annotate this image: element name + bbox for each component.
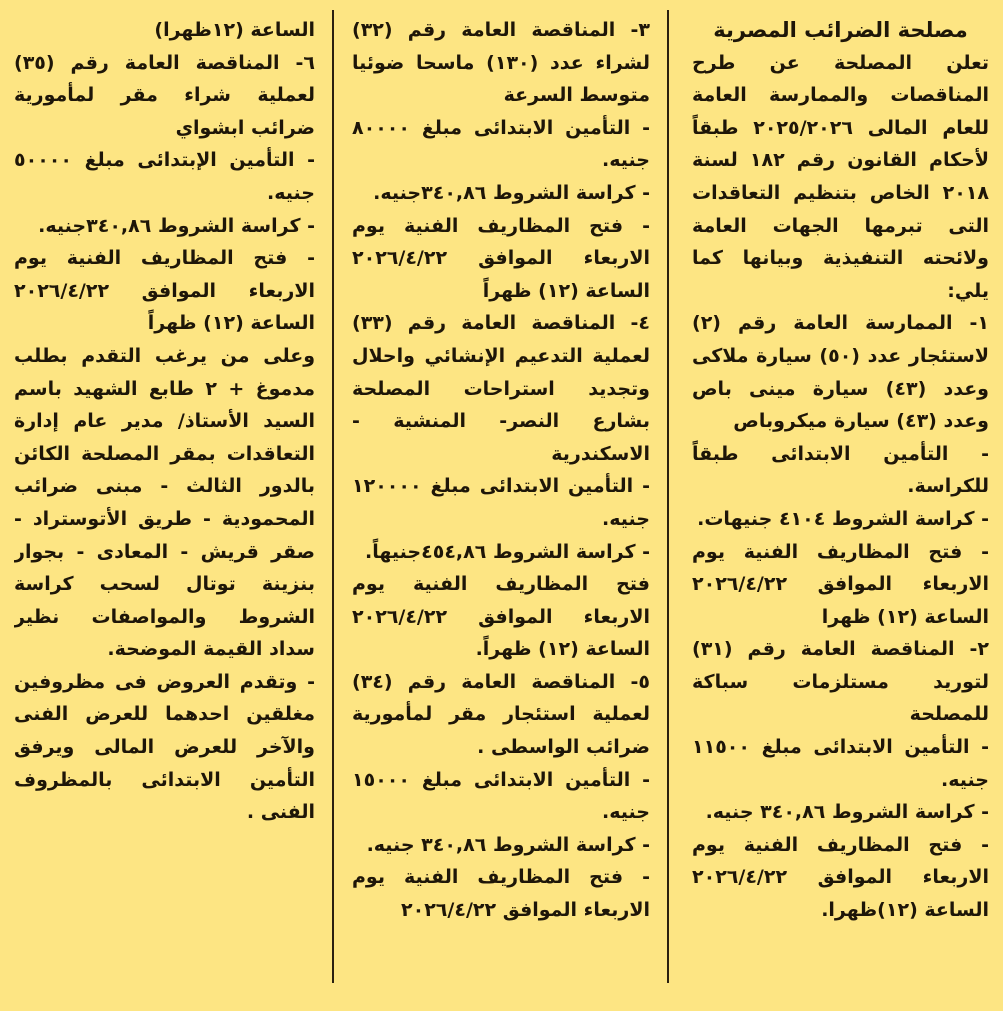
tender-1-heading: ١- الممارسة العامة رقم (٢) لاستئجار عدد (٥٠) سيارة ملاكى وعدد (٤٣) سيارة مينى باص وعدد (٤٣) سيارة ميكروباص [692,312,989,433]
column-left [14,14,315,991]
tender-4-opening-date: فتح المظاريف الفنية يوم الاربعاء الموافق ٢٠٢٦/٤/٢٢ الساعة (١٢) ظهراً. [352,573,650,661]
tender-1-opening-date: - فتح المظاريف الفنية يوم الاربعاء الموافق ٢٠٢٦/٤/٢٢ الساعة (١٢) ظهرا [692,540,989,628]
tender-5-booklet-price: - كراسة الشروط ٣٤٠,٨٦ جنيه. [366,833,650,856]
submission-instructions: - وتقدم العروض فى مظروفين مغلقين احدهما للعرض الفنى والآخر للعرض المالى ويرفق التأمين الابتدائى بالمظروف الفنى . [14,670,315,824]
tender-1-insurance: - التأمين الابتدائى طبقاً للكراسة. [692,442,989,498]
tender-4-heading: ٤- المناقصة العامة رقم (٣٣) لعملية التدعيم الإنشائي واحلال وتجديد استراحات المصلحة بشارع النصر- المنشية - الاسكندرية [352,312,650,465]
tender-2-opening-date: - فتح المظاريف الفنية يوم الاربعاء الموافق ٢٠٢٦/٤/٢٢ الساعة (١٢)ظهرا. [692,833,989,922]
tender-6-opening-date: - فتح المظاريف الفنية يوم الاربعاء الموافق ٢٠٢٦/٤/٢٢ الساعة (١٢) ظهراً [14,247,315,335]
column-divider-left [332,10,334,983]
tender-5-opening-time: الساعة (١٢ظهرا) [154,19,315,41]
application-instructions: وعلى من يرغب التقدم بطلب مدموغ + ٢ طابع الشهيد باسم السيد الأستاذ/ مدير عام إدارة التعاقدات بمقر المصلحة الكائن بالدور الثالث - مبنى ضرائب المحمودية - طريق الأتوستراد - صقر قريش - المعادى - بجوار بنزينة توتال لسحب كراسة الشروط والمواصفات نظير سداد القيمة الموضحة. [14,344,315,661]
tender-2-insurance: - التأمين الابتدائى مبلغ ١١٥٠٠ جنيه. [692,736,989,791]
tender-2-heading: ٢- المناقصة العامة رقم (٣١) لتوريد مستلزمات سباكة للمصلحة [692,638,989,726]
tender-3-heading: ٣- المناقصة العامة رقم (٣٢) لشراء عدد (١٣٠) ماسحا ضوئيا متوسط السرعة [352,19,650,107]
ad-title: مصلحة الضرائب المصرية [713,18,968,42]
tender-6-heading: ٦- المناقصة العامة رقم (٣٥) لعملية شراء مقر لمأمورية ضرائب ابشواي [14,51,315,139]
tender-5-insurance: - التأمين الابتدائى مبلغ ١٥٠٠٠ جنيه. [352,768,650,824]
column-divider-right [667,10,669,983]
tender-6-booklet-price: - كراسة الشروط ٣٤٠,٨٦جنيه. [38,214,315,237]
tender-3-opening-date: - فتح المظاريف الفنية يوم الاربعاء الموافق ٢٠٢٦/٤/٢٢ الساعة (١٢) ظهراً [352,214,650,302]
tender-4-insurance: - التأمين الابتدائى مبلغ ١٢٠٠٠٠ جنيه. [352,475,650,530]
column-middle [352,14,650,991]
column-right [692,14,989,991]
tender-6-insurance: - التأمين الإبتدائى مبلغ ٥٠٠٠٠ جنيه. [14,149,315,204]
tender-4-booklet-price: - كراسة الشروط ٤٥٤,٨٦جنيهاً. [365,540,650,563]
tender-3-booklet-price: - كراسة الشروط ٣٤٠,٨٦جنيه. [373,181,650,204]
tender-2-booklet-price: - كراسة الشروط ٣٤٠,٨٦ جنيه. [705,801,989,824]
tender-5-opening-date: - فتح المظاريف الفنية يوم الاربعاء الموافق ٢٠٢٦/٤/٢٢ [352,866,650,922]
tender-1-booklet-price: - كراسة الشروط ٤١٠٤ جنيهات. [697,507,989,530]
announcement-intro: تعلن المصلحة عن طرح المناقصات والممارسة العامة للعام المالى ٢٠٢٥/٢٠٢٦ طبقاً لأحكام القانون رقم ١٨٢ لسنة ٢٠١٨ الخاص بتنظيم التعاقدات التى تبرمها الجهات العامة ولائحته التنفيذية وبيانها كما يلي: [692,51,989,302]
tender-5-heading: ٥- المناقصة العامة رقم (٣٤) لعملية استئجار مقر لمأمورية ضرائب الواسطى . [352,670,650,759]
tender-3-insurance: - التأمين الابتدائى مبلغ ٨٠٠٠٠ جنيه. [352,116,650,172]
